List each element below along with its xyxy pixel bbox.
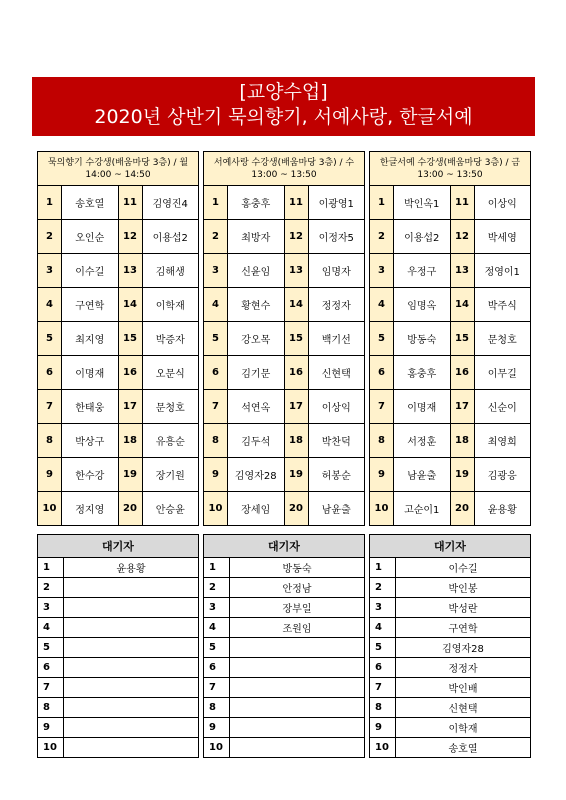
waitlist-row <box>38 678 199 698</box>
waitlist-number: 1 <box>204 558 230 578</box>
title-line-1: [교양수업] <box>239 81 328 103</box>
student-name: 박증자 <box>142 322 199 356</box>
student-row <box>204 322 365 356</box>
waitlist-row <box>370 698 531 718</box>
waitlist-number: 7 <box>204 678 230 698</box>
student-number: 20 <box>118 492 142 526</box>
waitlist-name <box>230 718 365 738</box>
student-number: 16 <box>118 356 142 390</box>
student-number: 2 <box>370 220 394 254</box>
student-number: 8 <box>370 424 394 458</box>
student-row <box>370 220 531 254</box>
waitlist-row <box>370 598 531 618</box>
waitlist-row <box>204 558 365 578</box>
student-name: 한수강 <box>62 458 119 492</box>
student-name: 송호열 <box>62 186 119 220</box>
waitlist-name <box>64 658 199 678</box>
waitlist-number: 6 <box>204 658 230 678</box>
student-number: 3 <box>38 254 62 288</box>
student-name: 박찬덕 <box>308 424 365 458</box>
waitlist-number: 4 <box>370 618 396 638</box>
waitlist-name <box>64 738 199 758</box>
student-number: 20 <box>284 492 308 526</box>
class-header: 서예사랑 수강생(배움마당 3층) / 수 13:00 ~ 13:50 <box>204 152 365 186</box>
waitlist-number: 10 <box>370 738 396 758</box>
student-name: 이명재 <box>62 356 119 390</box>
student-name: 김두석 <box>228 424 285 458</box>
student-name: 김해생 <box>142 254 199 288</box>
student-row <box>204 424 365 458</box>
student-row <box>204 356 365 390</box>
student-number: 15 <box>118 322 142 356</box>
student-name: 문청호 <box>142 390 199 424</box>
student-name: 신윤임 <box>228 254 285 288</box>
waitlist-table <box>203 534 365 758</box>
student-row <box>38 254 199 288</box>
class-header: 묵의향기 수강생(배움마당 3층) / 월 14:00 ~ 14:50 <box>38 152 199 186</box>
student-name: 이용섭2 <box>394 220 451 254</box>
student-number: 8 <box>204 424 228 458</box>
waitlist-number: 4 <box>204 618 230 638</box>
student-number: 17 <box>450 390 474 424</box>
student-name: 이명재 <box>394 390 451 424</box>
waitlist-row <box>38 618 199 638</box>
student-name: 이학재 <box>142 288 199 322</box>
waitlist-name: 김영자28 <box>396 638 531 658</box>
student-name: 강오목 <box>228 322 285 356</box>
waitlist-row <box>204 658 365 678</box>
student-name: 이수길 <box>62 254 119 288</box>
student-number: 5 <box>370 322 394 356</box>
waitlist-name <box>230 678 365 698</box>
roster-table <box>369 151 531 526</box>
student-name: 이정자5 <box>308 220 365 254</box>
student-name: 임명자 <box>308 254 365 288</box>
student-name: 이용섭2 <box>142 220 199 254</box>
waitlist-table <box>369 534 531 758</box>
student-name: 박상구 <box>62 424 119 458</box>
class-panel-1 <box>37 151 199 758</box>
waitlist-row <box>38 598 199 618</box>
student-number: 10 <box>204 492 228 526</box>
student-number: 4 <box>204 288 228 322</box>
student-number: 14 <box>284 288 308 322</box>
student-number: 17 <box>118 390 142 424</box>
waitlist-name <box>64 618 199 638</box>
waitlist-number: 4 <box>38 618 64 638</box>
student-number: 9 <box>370 458 394 492</box>
waitlist-row <box>38 718 199 738</box>
student-name: 이상익 <box>474 186 531 220</box>
student-number: 1 <box>38 186 62 220</box>
waitlist-number: 2 <box>204 578 230 598</box>
waitlist-name <box>64 698 199 718</box>
waitlist-number: 1 <box>370 558 396 578</box>
waitlist-name: 장부일 <box>230 598 365 618</box>
student-number: 18 <box>450 424 474 458</box>
student-number: 12 <box>118 220 142 254</box>
waitlist-name: 방동숙 <box>230 558 365 578</box>
waitlist-number: 2 <box>370 578 396 598</box>
waitlist-row <box>370 718 531 738</box>
student-number: 11 <box>284 186 308 220</box>
student-number: 15 <box>450 322 474 356</box>
student-row <box>370 356 531 390</box>
student-row <box>204 390 365 424</box>
student-name: 정영이1 <box>474 254 531 288</box>
waitlist-name: 구연학 <box>396 618 531 638</box>
student-number: 13 <box>118 254 142 288</box>
waitlist-row <box>370 578 531 598</box>
waitlist-name <box>64 598 199 618</box>
waitlist-number: 5 <box>370 638 396 658</box>
student-number: 14 <box>450 288 474 322</box>
student-name: 임명옥 <box>394 288 451 322</box>
waitlist-number: 3 <box>38 598 64 618</box>
student-number: 9 <box>204 458 228 492</box>
waitlist-table <box>37 534 199 758</box>
waitlist-row <box>204 638 365 658</box>
student-number: 11 <box>118 186 142 220</box>
waitlist-number: 9 <box>38 718 64 738</box>
student-number: 3 <box>204 254 228 288</box>
waitlist-name <box>64 578 199 598</box>
student-name: 김광응 <box>474 458 531 492</box>
student-row <box>370 288 531 322</box>
student-number: 13 <box>450 254 474 288</box>
waitlist-name <box>230 658 365 678</box>
student-row <box>38 424 199 458</box>
waitlist-name: 송호열 <box>396 738 531 758</box>
waitlist-row <box>38 638 199 658</box>
waitlist-row <box>204 618 365 638</box>
waitlist-row <box>370 678 531 698</box>
waitlist-number: 2 <box>38 578 64 598</box>
student-number: 17 <box>284 390 308 424</box>
waitlist-number: 9 <box>370 718 396 738</box>
waitlist-name: 이학재 <box>396 718 531 738</box>
waitlist-row <box>38 698 199 718</box>
student-number: 7 <box>370 390 394 424</box>
student-row <box>38 390 199 424</box>
waitlist-number: 5 <box>38 638 64 658</box>
student-number: 13 <box>284 254 308 288</box>
waitlist-number: 10 <box>38 738 64 758</box>
waitlist-name <box>64 718 199 738</box>
waitlist-number: 8 <box>38 698 64 718</box>
student-row <box>204 254 365 288</box>
waitlist-number: 8 <box>204 698 230 718</box>
student-name: 신현택 <box>308 356 365 390</box>
student-number: 19 <box>284 458 308 492</box>
waitlist-row <box>370 658 531 678</box>
title-line-2: 2020년 상반기 묵의향기, 서예사랑, 한글서예 <box>94 106 473 128</box>
student-row <box>38 322 199 356</box>
student-number: 6 <box>370 356 394 390</box>
student-number: 1 <box>204 186 228 220</box>
student-number: 10 <box>38 492 62 526</box>
student-row <box>204 288 365 322</box>
waitlist-row <box>370 558 531 578</box>
student-row <box>370 186 531 220</box>
student-name: 방동숙 <box>394 322 451 356</box>
waitlist-name: 조원임 <box>230 618 365 638</box>
class-header: 한글서예 수강생(배움마당 3층) / 금 13:00 ~ 13:50 <box>370 152 531 186</box>
student-number: 16 <box>450 356 474 390</box>
waitlist-number: 3 <box>204 598 230 618</box>
waitlist-number: 6 <box>38 658 64 678</box>
student-number: 6 <box>38 356 62 390</box>
roster-table <box>203 151 365 526</box>
student-name: 윤용황 <box>474 492 531 526</box>
student-row <box>38 186 199 220</box>
student-name: 신순이 <box>474 390 531 424</box>
student-number: 14 <box>118 288 142 322</box>
student-name: 서정훈 <box>394 424 451 458</box>
student-row <box>204 186 365 220</box>
student-number: 19 <box>118 458 142 492</box>
waitlist-number: 7 <box>370 678 396 698</box>
waitlist-title: 대기자 <box>370 535 531 558</box>
class-panel-2 <box>203 151 365 758</box>
student-name: 황현수 <box>228 288 285 322</box>
student-number: 7 <box>204 390 228 424</box>
waitlist-name <box>64 638 199 658</box>
student-name: 백기선 <box>308 322 365 356</box>
student-row <box>204 220 365 254</box>
waitlist-number: 10 <box>204 738 230 758</box>
student-row <box>38 288 199 322</box>
waitlist-number: 5 <box>204 638 230 658</box>
student-name: 남윤출 <box>308 492 365 526</box>
student-name: 한태웅 <box>62 390 119 424</box>
student-name: 장기원 <box>142 458 199 492</box>
waitlist-row <box>38 558 199 578</box>
student-name: 홍충후 <box>228 186 285 220</box>
waitlist-name: 안정남 <box>230 578 365 598</box>
student-number: 4 <box>38 288 62 322</box>
waitlist-name <box>64 678 199 698</box>
waitlist-row <box>204 718 365 738</box>
student-row <box>370 424 531 458</box>
student-number: 2 <box>38 220 62 254</box>
waitlist-number: 9 <box>204 718 230 738</box>
waitlist-name <box>230 698 365 718</box>
waitlist-number: 8 <box>370 698 396 718</box>
waitlist-name <box>230 738 365 758</box>
student-number: 8 <box>38 424 62 458</box>
student-name: 문청호 <box>474 322 531 356</box>
student-number: 9 <box>38 458 62 492</box>
student-number: 3 <box>370 254 394 288</box>
student-name: 박세영 <box>474 220 531 254</box>
student-name: 이상익 <box>308 390 365 424</box>
waitlist-name: 윤용황 <box>64 558 199 578</box>
student-number: 5 <box>38 322 62 356</box>
student-name: 정지영 <box>62 492 119 526</box>
waitlist-row <box>204 738 365 758</box>
student-number: 1 <box>370 186 394 220</box>
student-name: 남윤출 <box>394 458 451 492</box>
roster-table <box>37 151 199 526</box>
waitlist-row <box>38 738 199 758</box>
waitlist-row <box>370 738 531 758</box>
student-name: 고순이1 <box>394 492 451 526</box>
waitlist-row <box>204 698 365 718</box>
student-row <box>204 458 365 492</box>
student-name: 유흥순 <box>142 424 199 458</box>
student-number: 12 <box>284 220 308 254</box>
student-number: 18 <box>284 424 308 458</box>
student-number: 6 <box>204 356 228 390</box>
student-number: 5 <box>204 322 228 356</box>
waitlist-row <box>204 598 365 618</box>
waitlist-name: 박인배 <box>396 678 531 698</box>
waitlist-number: 7 <box>38 678 64 698</box>
student-number: 2 <box>204 220 228 254</box>
waitlist-title: 대기자 <box>38 535 199 558</box>
title-banner <box>32 77 535 136</box>
student-number: 16 <box>284 356 308 390</box>
student-number: 18 <box>118 424 142 458</box>
class-panel-3 <box>369 151 531 758</box>
waitlist-name: 이수길 <box>396 558 531 578</box>
waitlist-row <box>204 578 365 598</box>
student-name: 허봉순 <box>308 458 365 492</box>
waitlist-name: 박성란 <box>396 598 531 618</box>
student-number: 11 <box>450 186 474 220</box>
waitlist-row <box>38 578 199 598</box>
waitlist-number: 3 <box>370 598 396 618</box>
waitlist-name: 신현택 <box>396 698 531 718</box>
waitlist-row <box>370 638 531 658</box>
student-name: 최영희 <box>474 424 531 458</box>
student-row <box>370 458 531 492</box>
student-row <box>38 220 199 254</box>
student-number: 19 <box>450 458 474 492</box>
student-row <box>38 356 199 390</box>
student-row <box>370 390 531 424</box>
waitlist-row <box>38 658 199 678</box>
student-name: 구연학 <box>62 288 119 322</box>
student-row <box>38 492 199 526</box>
student-row <box>370 322 531 356</box>
student-name: 장세임 <box>228 492 285 526</box>
student-number: 12 <box>450 220 474 254</box>
student-name: 우정구 <box>394 254 451 288</box>
student-name: 박주식 <box>474 288 531 322</box>
student-name: 오문식 <box>142 356 199 390</box>
student-name: 김영자28 <box>228 458 285 492</box>
student-row <box>370 254 531 288</box>
student-number: 20 <box>450 492 474 526</box>
waitlist-row <box>204 678 365 698</box>
waitlist-row <box>370 618 531 638</box>
waitlist-name <box>230 638 365 658</box>
student-name: 석연옥 <box>228 390 285 424</box>
student-name: 오인순 <box>62 220 119 254</box>
waitlist-title: 대기자 <box>204 535 365 558</box>
student-name: 이광영1 <box>308 186 365 220</box>
student-name: 정정자 <box>308 288 365 322</box>
student-number: 7 <box>38 390 62 424</box>
student-number: 4 <box>370 288 394 322</box>
student-name: 김기문 <box>228 356 285 390</box>
student-name: 안승윤 <box>142 492 199 526</box>
student-name: 최지영 <box>62 322 119 356</box>
student-number: 15 <box>284 322 308 356</box>
waitlist-name: 박인봉 <box>396 578 531 598</box>
student-row <box>204 492 365 526</box>
student-number: 10 <box>370 492 394 526</box>
student-name: 홍충후 <box>394 356 451 390</box>
waitlist-number: 6 <box>370 658 396 678</box>
student-row <box>370 492 531 526</box>
student-name: 박인옥1 <box>394 186 451 220</box>
waitlist-name: 정정자 <box>396 658 531 678</box>
waitlist-number: 1 <box>38 558 64 578</box>
student-row <box>38 458 199 492</box>
student-name: 김영진4 <box>142 186 199 220</box>
student-name: 최방자 <box>228 220 285 254</box>
student-name: 이무길 <box>474 356 531 390</box>
